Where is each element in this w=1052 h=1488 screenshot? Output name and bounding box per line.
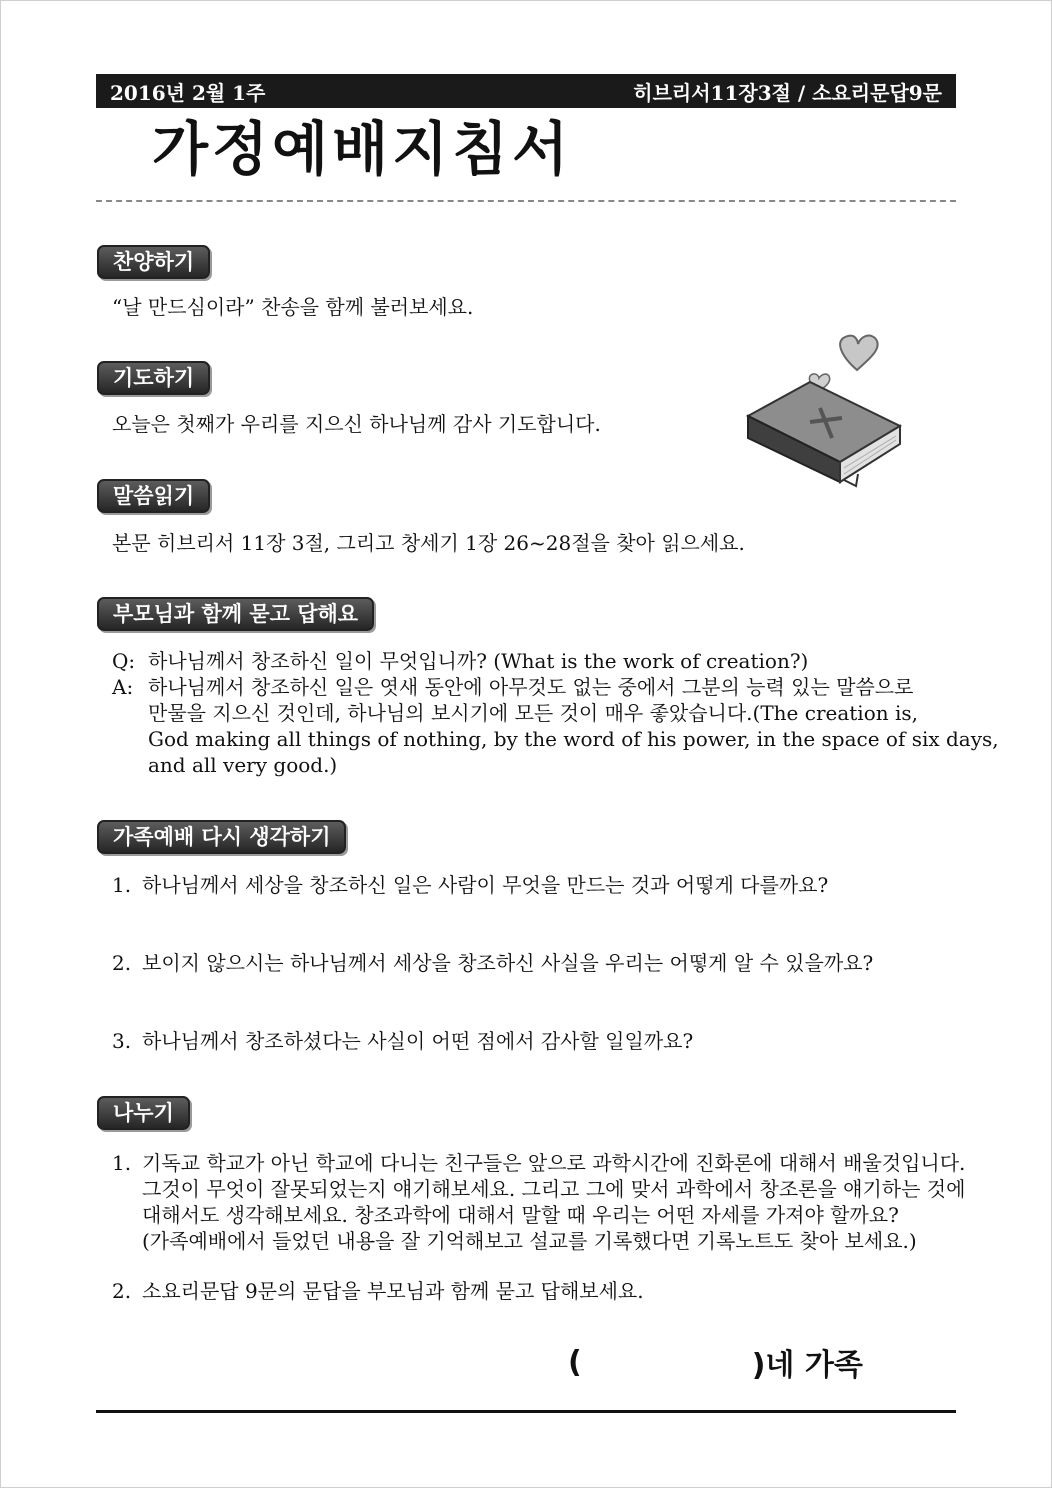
reflect-item bbox=[112, 1028, 693, 1054]
share-item bbox=[112, 1278, 644, 1304]
signature-open-paren: ( bbox=[568, 1344, 582, 1380]
item-text: 하나님께서 세상을 창조하신 일은 사람이 무엇을 만드는 것과 어떻게 다를까요? bbox=[142, 873, 829, 897]
header-reference: 히브리서11장3절 / 소요리문답9문 bbox=[633, 80, 942, 105]
question-row bbox=[112, 648, 808, 674]
page-title: 가정예배지침서 bbox=[152, 115, 573, 183]
section-label-qa: 부모님과 함께 묻고 답해요 bbox=[97, 597, 374, 631]
answer-line: 만물을 지으신 것인데, 하나님의 보시기에 모든 것이 매우 좋았습니다.(The creation is, bbox=[148, 701, 919, 725]
section-label-share: 나누기 bbox=[97, 1096, 190, 1130]
share-item bbox=[112, 1150, 965, 1254]
family-signature bbox=[568, 1340, 863, 1384]
section-label-reflect: 가족예배 다시 생각하기 bbox=[97, 820, 346, 854]
share-line: 기독교 학교가 아닌 학교에 다니는 친구들은 앞으로 과학시간에 진화론에 대해서 배울것입니다. bbox=[142, 1151, 966, 1175]
signature-suffix: )네 가족 bbox=[751, 1348, 863, 1383]
section-label-praise: 찬양하기 bbox=[97, 245, 210, 279]
item-number: 2. bbox=[112, 1279, 132, 1303]
bottom-rule bbox=[96, 1410, 956, 1413]
prayer-text: 오늘은 첫째가 우리를 지으신 하나님께 감사 기도합니다. bbox=[112, 412, 601, 436]
header-bar bbox=[96, 74, 956, 108]
item-number: 1. bbox=[112, 1151, 132, 1175]
reflect-item bbox=[112, 872, 828, 898]
title-divider bbox=[96, 200, 956, 202]
section-label-reading: 말씀읽기 bbox=[97, 479, 210, 513]
question-prefix: Q: bbox=[112, 649, 136, 673]
answer-line: and all very good.) bbox=[148, 753, 338, 777]
question-text: 하나님께서 창조하신 일이 무엇입니까? (What is the work of creation?) bbox=[148, 649, 809, 673]
item-text: 하나님께서 창조하셨다는 사실이 어떤 점에서 감사할 일일까요? bbox=[142, 1029, 694, 1053]
praise-text: “날 만드심이라” 찬송을 함께 불러보세요. bbox=[112, 295, 474, 319]
share-line: 대해서도 생각해보세요. 창조과학에 대해서 말할 때 우리는 어떤 자세를 가져야 할까요? bbox=[142, 1203, 899, 1227]
item-number: 3. bbox=[112, 1029, 132, 1053]
share-line: (가족예배에서 들었던 내용을 잘 기억해보고 설교를 기록했다면 기록노트도 찾아 보세요.) bbox=[142, 1229, 917, 1253]
item-number: 1. bbox=[112, 873, 132, 897]
item-text: 소요리문답 9문의 문답을 부모님과 함께 묻고 답해보세요. bbox=[142, 1279, 644, 1303]
reflect-item bbox=[112, 950, 873, 976]
reading-text: 본문 히브리서 11장 3절, 그리고 창세기 1장 26~28절을 찾아 읽으세요. bbox=[112, 531, 745, 555]
item-number: 2. bbox=[112, 951, 132, 975]
answer-prefix: A: bbox=[112, 675, 134, 699]
section-label-prayer: 기도하기 bbox=[97, 361, 210, 395]
share-line: 그것이 무엇이 잘못되었는지 얘기해보세요. 그리고 그에 맞서 과학에서 창조론을 얘기하는 것에 bbox=[142, 1177, 966, 1201]
answer-line: 하나님께서 창조하신 일은 엿새 동안에 아무것도 없는 중에서 그분의 능력 있는 말씀으로 bbox=[148, 675, 914, 699]
answer-row bbox=[112, 674, 999, 778]
item-text: 보이지 않으시는 하나님께서 세상을 창조하신 사실을 우리는 어떻게 알 수 있을까요? bbox=[142, 951, 874, 975]
answer-line: God making all things of nothing, by the word of his power, in the space of six days, bbox=[148, 727, 999, 751]
header-date: 2016년 2월 1주 bbox=[110, 80, 266, 105]
bible-with-hearts-icon bbox=[740, 330, 905, 490]
